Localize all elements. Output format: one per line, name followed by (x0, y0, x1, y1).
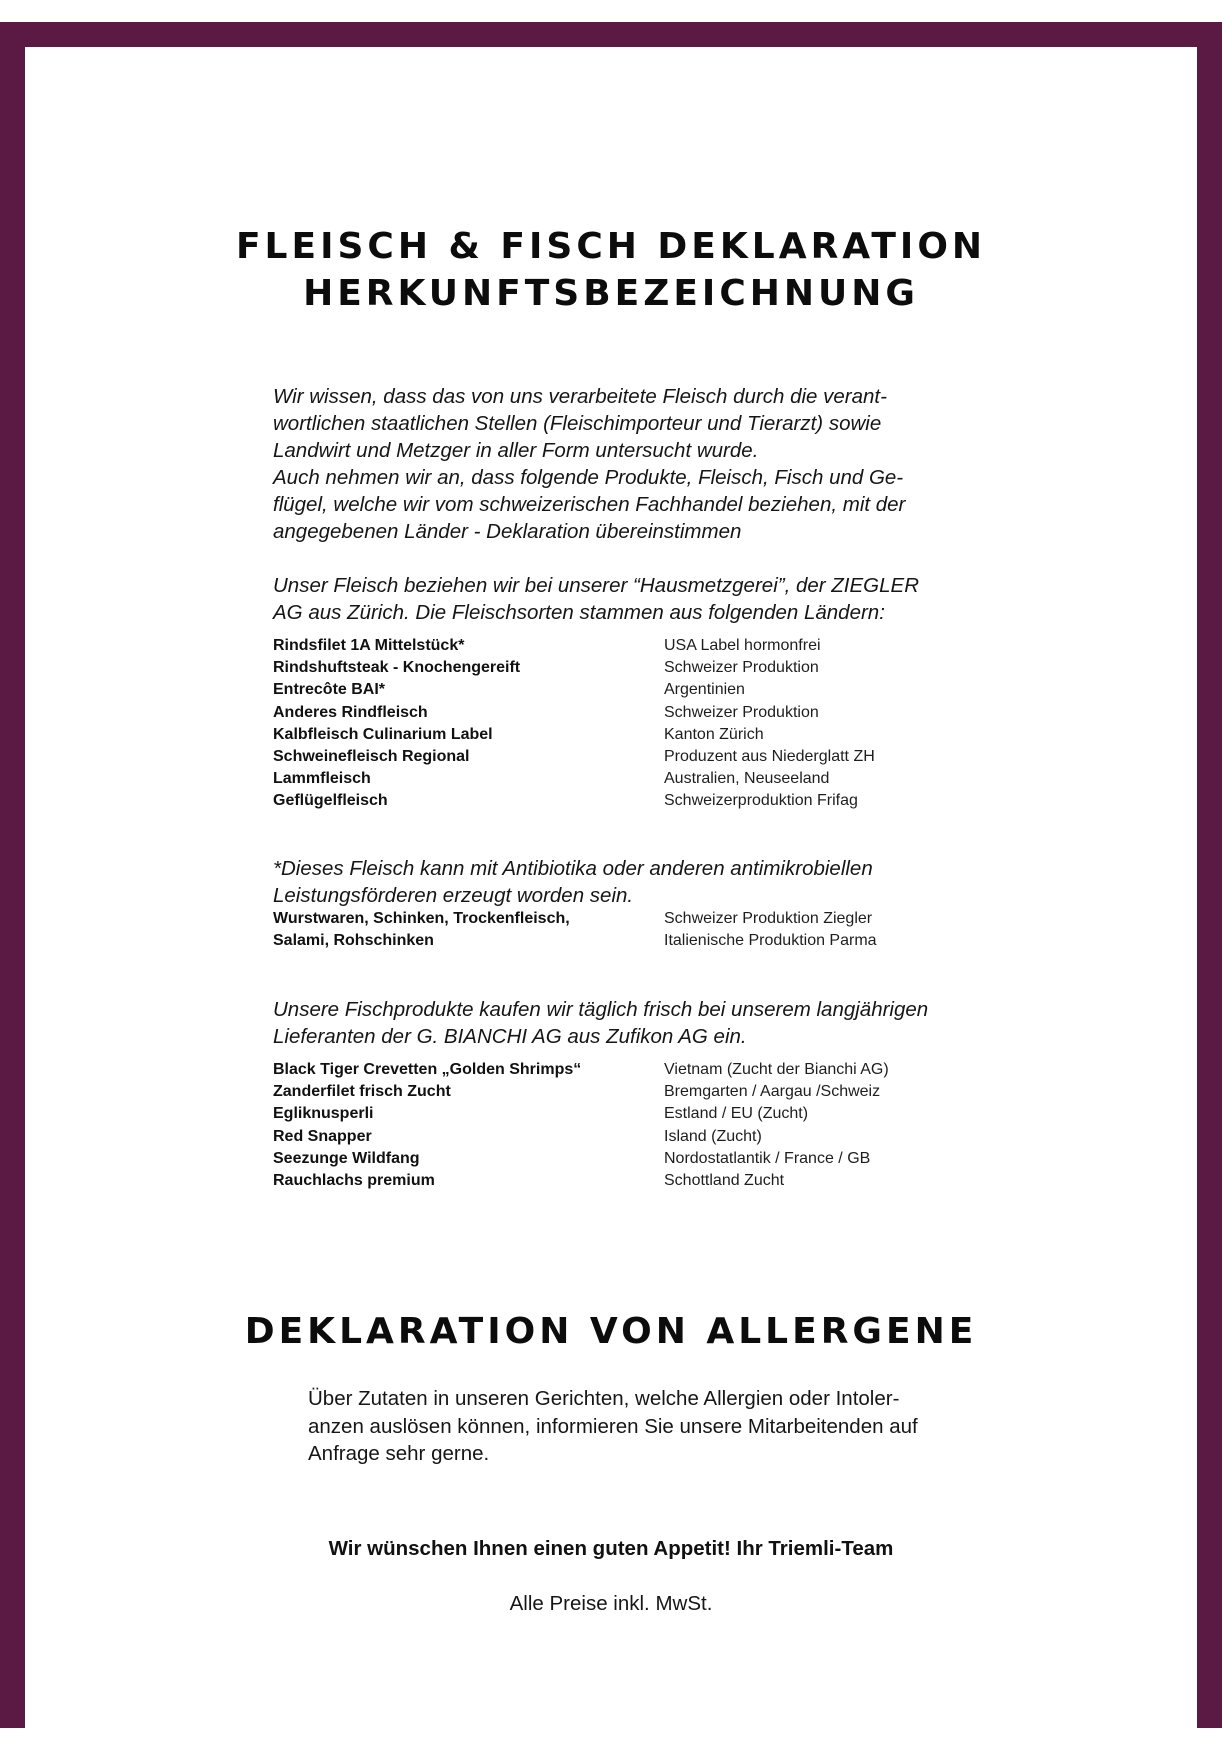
meat-origin: Argentinien (664, 681, 745, 699)
sausage-origin: Schweizer Produktion Ziegler (664, 910, 873, 927)
meat-item: Anderes Rindfleisch (273, 703, 428, 721)
meat-item: Geflügelfleisch (273, 792, 388, 810)
table-row (273, 702, 993, 724)
meat-origin: Produzent aus Niederglatt ZH (664, 747, 875, 765)
antibiotic-note (273, 855, 1013, 909)
meat-origin: Schweizerproduktion Frifag (664, 792, 858, 810)
fish-origin-table (273, 1059, 993, 1192)
table-row (273, 1081, 993, 1103)
intro-line: Wir wissen, dass das von uns verarbeitete Fleisch durch die verant- (273, 385, 887, 408)
table-row (273, 790, 993, 812)
fish-item: Seezunge Wildfang (273, 1149, 420, 1167)
fish-item: Rauchlachs premium (273, 1171, 435, 1189)
fish-supplier-line: Lieferanten der G. BIANCHI AG aus Zufikon AG ein. (273, 1025, 747, 1048)
table-row (273, 1103, 993, 1125)
table-row (273, 1148, 993, 1170)
table-row (273, 724, 993, 746)
fish-supplier-paragraph (273, 996, 1013, 1050)
fish-item: Egliknusperli (273, 1105, 374, 1123)
closing-greeting: Wir wünschen Ihnen einen guten Appetit! Ihr Triemli-Team (328, 1537, 894, 1560)
meat-origin-table (273, 635, 993, 813)
heading-line-1: FLEISCH & FISCH DEKLARATION (235, 226, 987, 267)
intro-line: wortlichen staatlichen Stellen (Fleischimporteur und Tierarzt) sowie (273, 412, 882, 435)
document-page (25, 47, 1197, 1747)
table-row (273, 1126, 993, 1148)
table-row (273, 679, 993, 701)
allergen-line: Anfrage sehr gerne. (308, 1442, 490, 1465)
intro-line: flügel, welche wir vom schweizerischen Fachhandel beziehen, mit der (273, 493, 906, 516)
fish-item: Red Snapper (273, 1127, 372, 1145)
table-row (273, 635, 993, 657)
fish-origin: Nordostatlantik / France / GB (664, 1149, 871, 1167)
antibiotic-note-line: *Dieses Fleisch kann mit Antibiotika oder anderen antimikrobiellen (273, 857, 873, 880)
meat-item: Rindshuftsteak - Knochengereift (273, 659, 521, 677)
table-row (273, 1170, 993, 1192)
fish-origin: Island (Zucht) (664, 1127, 762, 1145)
intro-line: angegebenen Länder - Deklaration übereinstimmen (273, 520, 742, 543)
heading-meat-fish-declaration (25, 223, 1197, 317)
antibiotic-note-line: Leistungsförderen erzeugt worden sein. (273, 884, 634, 907)
fish-origin: Estland / EU (Zucht) (664, 1105, 809, 1123)
meat-origin: USA Label hormonfrei (664, 637, 821, 654)
heading-allergen-declaration: DEKLARATION VON ALLERGENE (244, 1311, 978, 1352)
table-row (273, 746, 993, 768)
table-row (273, 657, 993, 679)
intro-line: Auch nehmen wir an, dass folgende Produkte, Fleisch, Fisch und Ge- (273, 466, 904, 489)
fish-origin: Vietnam (Zucht der Bianchi AG) (664, 1061, 889, 1078)
meat-item: Schweinefleisch Regional (273, 747, 470, 765)
fish-supplier-line: Unsere Fischprodukte kaufen wir täglich frisch bei unserem langjährigen (273, 998, 929, 1021)
meat-origin: Australien, Neuseeland (664, 770, 830, 788)
meat-item: Kalbfleisch Culinarium Label (273, 725, 493, 743)
prices-note: Alle Preise inkl. MwSt. (509, 1592, 713, 1615)
allergen-line: anzen auslösen können, informieren Sie unsere Mitarbeitenden auf (308, 1414, 918, 1438)
heading-line-2: HERKUNFTSBEZEICHNUNG (303, 273, 919, 314)
sausage-origin: Italienische Produktion Parma (664, 932, 877, 950)
meat-item: Rindsfilet 1A Mittelstück* (273, 637, 465, 654)
page-frame (0, 22, 1222, 1728)
sausage-origin-table (273, 908, 993, 952)
meat-origin: Schweizer Produktion (664, 659, 819, 677)
table-row (273, 908, 993, 930)
meat-supplier-line: AG aus Zürich. Die Fleischsorten stammen aus folgenden Ländern: (273, 601, 885, 624)
fish-origin: Schottland Zucht (664, 1171, 785, 1189)
meat-item: Lammfleisch (273, 770, 371, 788)
meat-origin: Schweizer Produktion (664, 703, 819, 721)
fish-item: Black Tiger Crevetten „Golden Shrimps“ (273, 1061, 582, 1078)
intro-line: Landwirt und Metzger in aller Form untersucht wurde. (273, 439, 759, 462)
meat-origin: Kanton Zürich (664, 725, 764, 743)
allergen-line: Über Zutaten in unseren Gerichten, welche Allergien oder Intoler- (308, 1387, 900, 1410)
meat-item: Entrecôte BAI* (273, 681, 386, 699)
sausage-item: Salami, Rohschinken (273, 932, 434, 950)
table-row (273, 930, 993, 952)
fish-origin: Bremgarten / Aargau /Schweiz (664, 1083, 881, 1101)
table-row (273, 1059, 993, 1081)
allergen-paragraph (308, 1385, 988, 1468)
table-row (273, 768, 993, 790)
intro-paragraph (273, 383, 1013, 545)
fish-item: Zanderfilet frisch Zucht (273, 1083, 451, 1101)
meat-supplier-line: Unser Fleisch beziehen wir bei unserer “Hausmetzgerei”, der ZIEGLER (273, 574, 920, 597)
sausage-item: Wurstwaren, Schinken, Trockenfleisch, (273, 910, 570, 927)
meat-supplier-paragraph (273, 572, 1013, 626)
